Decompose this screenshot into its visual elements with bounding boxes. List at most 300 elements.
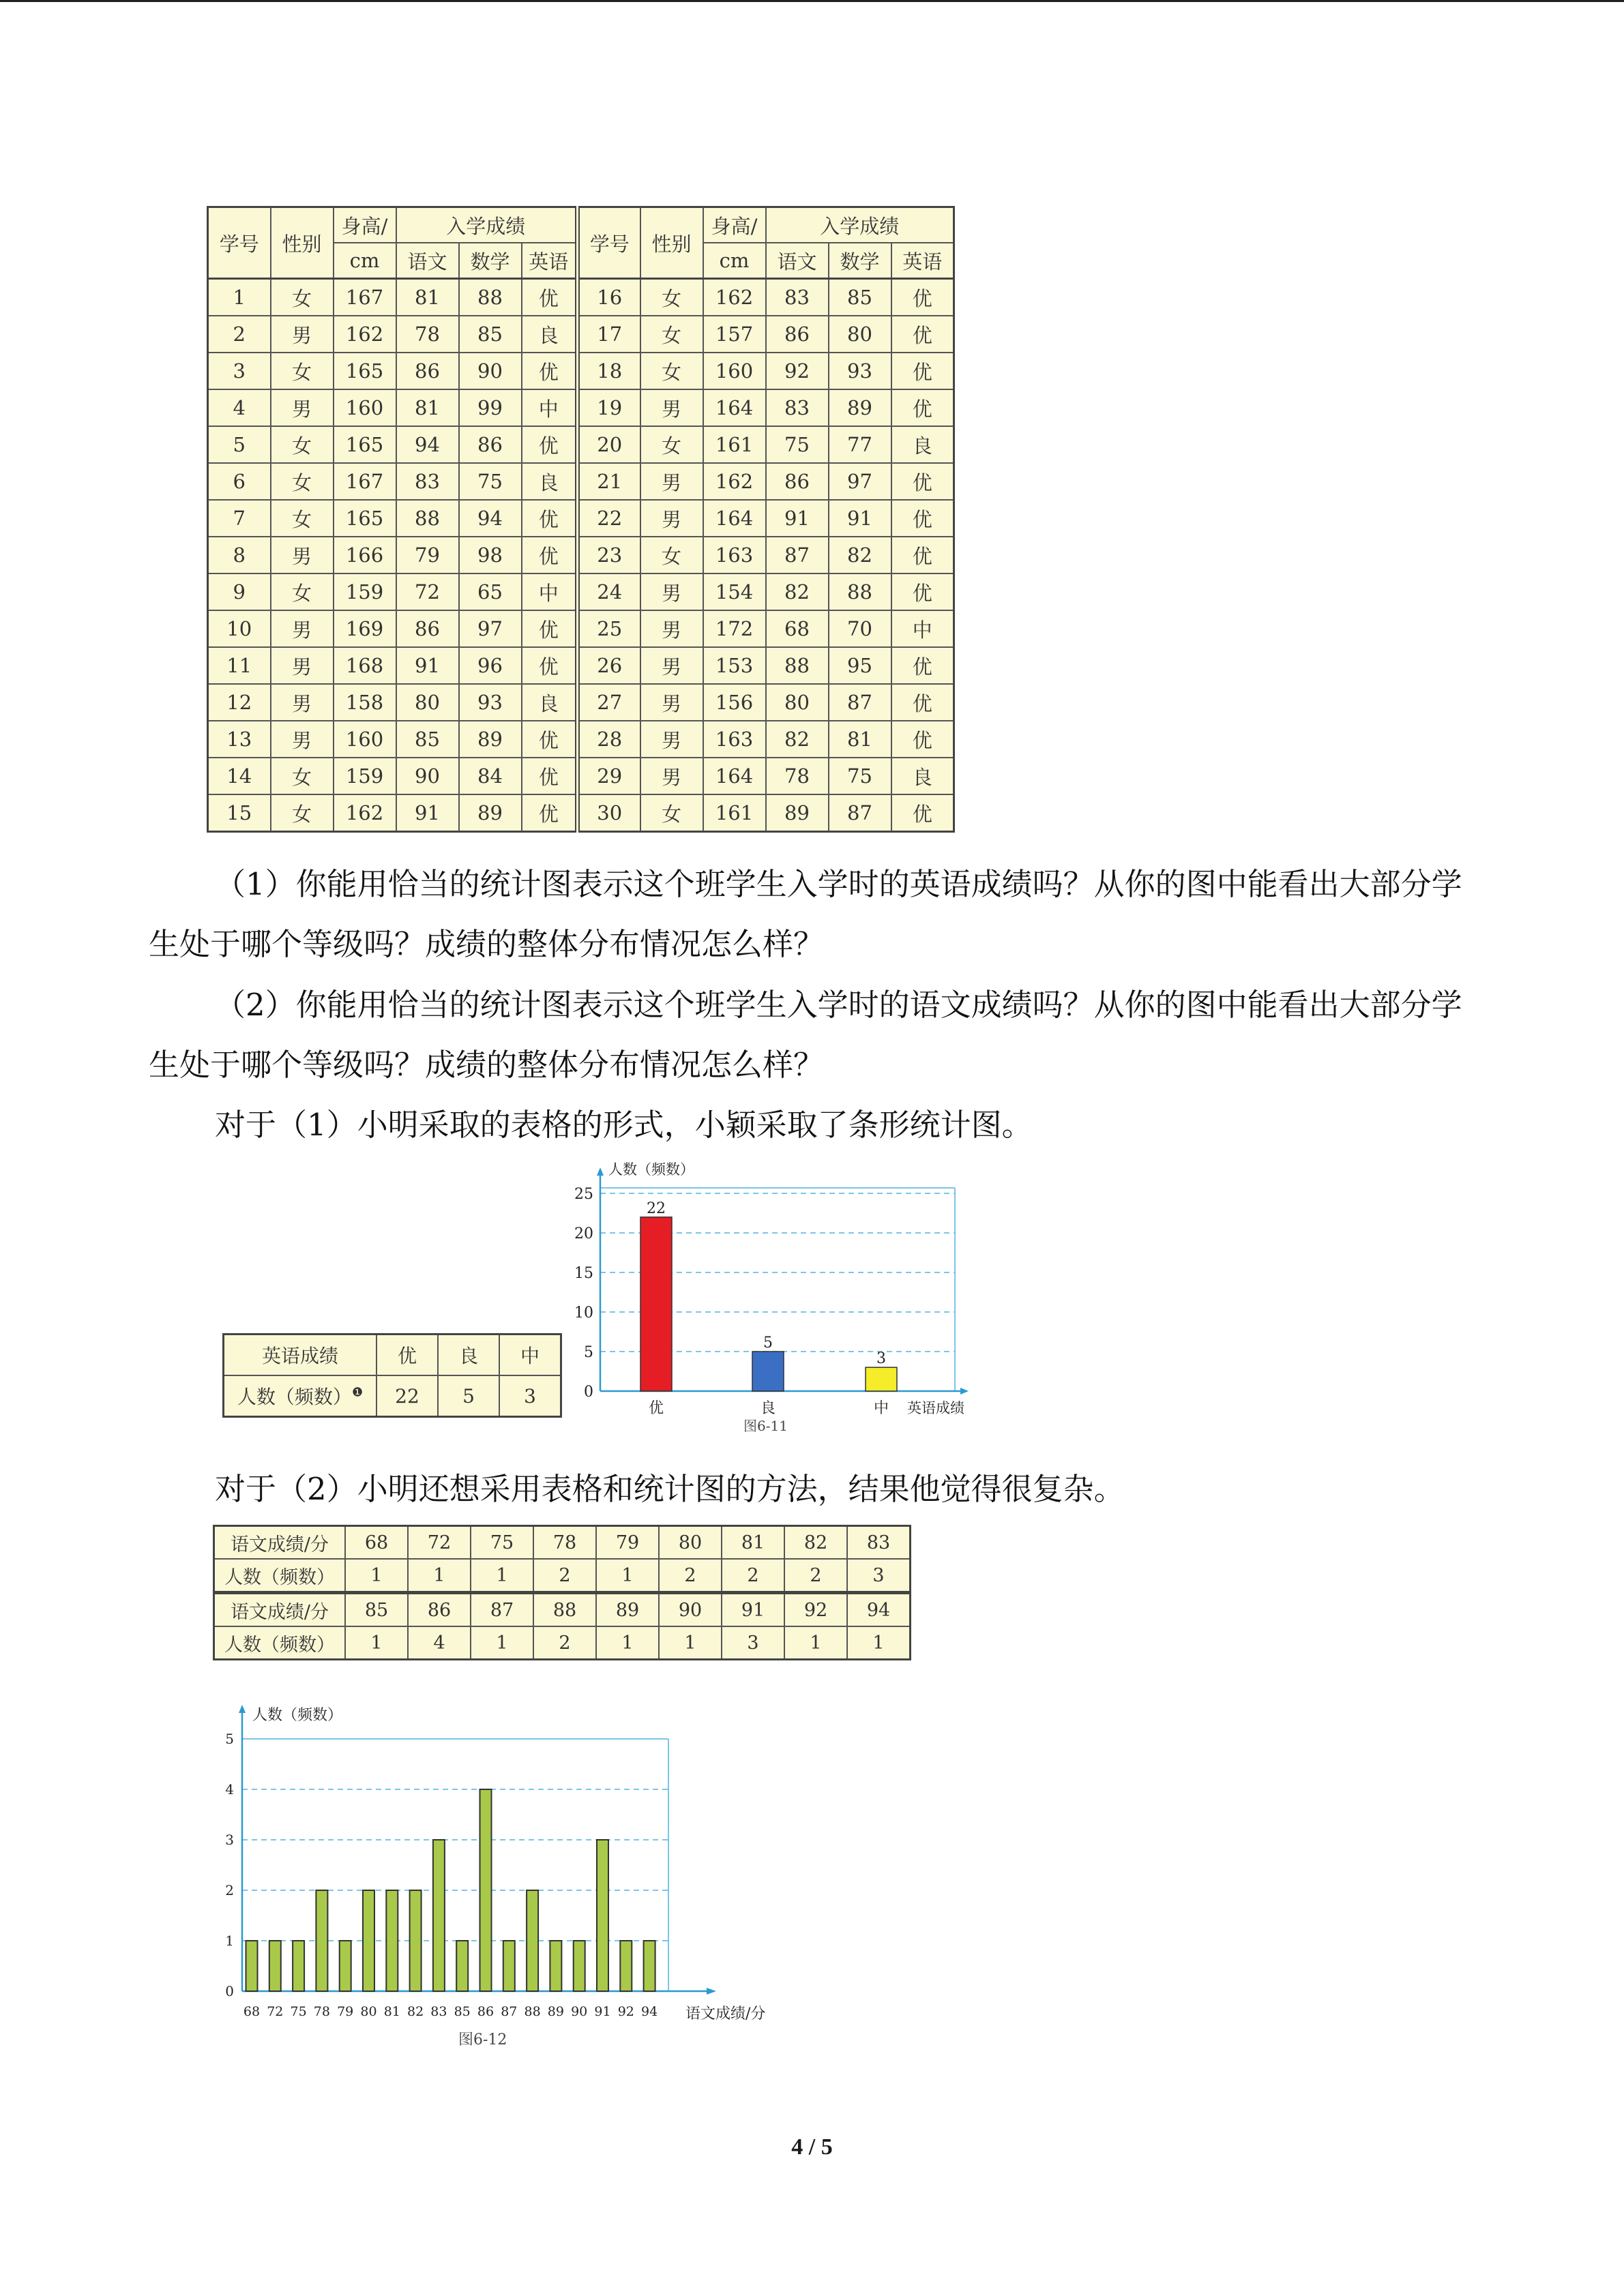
x-tick-label: 81 — [383, 2004, 400, 2019]
x-tick-label: 94 — [641, 2004, 658, 2019]
english-grade-cell: 良 — [438, 1335, 499, 1376]
y-tick-label: 5 — [225, 1731, 234, 1747]
table-cell: 82 — [766, 721, 829, 758]
header-height: 身高/ — [703, 207, 766, 243]
table-cell: 9 — [208, 573, 271, 610]
table-cell: 159 — [334, 758, 396, 794]
table-cell: 84 — [459, 758, 522, 794]
table-cell: 2 — [722, 1559, 784, 1592]
table-cell: 75 — [766, 426, 829, 463]
table-cell: 97 — [829, 463, 891, 500]
y-axis-label: 人数（频数） — [608, 1161, 694, 1178]
header-scores-group: 入学成绩 — [396, 207, 578, 243]
table-cell: 93 — [829, 353, 891, 389]
table-row — [208, 610, 954, 647]
y-tick-label: 1 — [225, 1933, 234, 1949]
student-table-body — [208, 279, 954, 832]
chinese-score-bar-chart — [211, 1698, 798, 2053]
y-axis-arrow — [239, 1705, 246, 1713]
table-cell: 23 — [578, 537, 640, 573]
header-gender: 性别 — [640, 207, 703, 279]
table-row — [208, 684, 954, 721]
footnote-mark: ❶ — [351, 1385, 364, 1400]
bar — [640, 1217, 672, 1391]
header-chinese: 语文 — [396, 243, 459, 279]
x-tick-label: 92 — [617, 2004, 634, 2019]
y-tick-label: 20 — [574, 1225, 593, 1242]
table-row — [208, 573, 954, 610]
x-tick-label: 83 — [430, 2004, 447, 2019]
table-cell: 女 — [271, 463, 334, 500]
table-cell: 中 — [891, 610, 954, 647]
english-table-count-label: 人数（频数）$^❶$ — [224, 1375, 377, 1417]
table-cell: 18 — [578, 353, 640, 389]
table-cell: 81 — [396, 389, 459, 426]
table-cell: 男 — [271, 389, 334, 426]
table-cell: 75 — [459, 463, 522, 500]
y-tick-label: 0 — [584, 1384, 593, 1401]
bar — [410, 1890, 422, 1991]
table-cell: 男 — [271, 316, 334, 353]
table-cell: 89 — [459, 721, 522, 758]
table-cell: 优 — [891, 316, 954, 353]
table-cell: 75 — [471, 1526, 533, 1560]
table-cell: 女 — [640, 537, 703, 573]
table-cell: 88 — [829, 573, 891, 610]
table-cell: 优 — [891, 500, 954, 537]
x-tick-label: 72 — [267, 2004, 284, 2019]
table-cell: 良 — [891, 426, 954, 463]
x-tick-label: 90 — [571, 2004, 588, 2019]
x-tick-label: 82 — [407, 2004, 424, 2019]
table-cell: 男 — [640, 500, 703, 537]
x-axis-label: 语文成绩/分 — [685, 2006, 766, 2023]
table-cell: 男 — [640, 758, 703, 794]
table-cell: 11 — [208, 647, 271, 684]
x-tick-label: 85 — [454, 2004, 471, 2019]
table-cell: 15 — [208, 794, 271, 832]
y-tick-label: 2 — [225, 1882, 234, 1898]
header-gender: 性别 — [271, 207, 334, 279]
header-math: 数学 — [459, 243, 522, 279]
x-tick-label: 79 — [337, 2004, 354, 2019]
table-cell: 2 — [659, 1559, 722, 1592]
table-cell: 女 — [640, 316, 703, 353]
table-cell: 86 — [396, 610, 459, 647]
header-english: 英语 — [522, 243, 578, 279]
x-axis-label: 英语成绩 — [907, 1400, 964, 1416]
table-cell: 68 — [345, 1526, 408, 1560]
table-cell: 164 — [703, 500, 766, 537]
table-cell: 163 — [703, 721, 766, 758]
table-cell: 93 — [459, 684, 522, 721]
table-cell: 86 — [459, 426, 522, 463]
data-label: 22 — [647, 1199, 666, 1217]
table-cell: 16 — [578, 279, 640, 316]
table-cell: 女 — [271, 353, 334, 389]
table-cell: 167 — [334, 279, 396, 316]
table-cell: 优 — [522, 500, 578, 537]
table-cell: 29 — [578, 758, 640, 794]
chinese-table-count-label: 人数（频数） — [214, 1626, 346, 1660]
table-cell: 68 — [766, 610, 829, 647]
table-cell: 95 — [829, 647, 891, 684]
y-tick-label: 10 — [574, 1304, 593, 1322]
english-score-bar-chart — [559, 1159, 989, 1432]
table-cell: 10 — [208, 610, 271, 647]
table-cell: 中 — [522, 573, 578, 610]
x-axis-arrow — [960, 1388, 969, 1395]
y-axis-arrow — [597, 1167, 604, 1176]
table-cell: 86 — [766, 316, 829, 353]
english-score-table — [222, 1333, 562, 1418]
table-cell: 优 — [522, 537, 578, 573]
table-cell: 良 — [522, 316, 578, 353]
table-row — [208, 758, 954, 794]
table-cell: 162 — [703, 463, 766, 500]
table-cell: 女 — [271, 279, 334, 316]
x-tick-label: 89 — [547, 2004, 564, 2019]
table-cell: 24 — [578, 573, 640, 610]
table-cell: 90 — [659, 1594, 722, 1627]
table-cell: 2 — [208, 316, 271, 353]
table-cell: 优 — [522, 610, 578, 647]
table-cell: 81 — [829, 721, 891, 758]
table-cell: 1 — [471, 1559, 533, 1592]
paragraph-english-method: 对于（1）小明采取的表格的形式，小颖采取了条形统计图。 — [215, 1107, 1033, 1143]
chinese-score-table-1 — [213, 1525, 911, 1593]
table-cell: 85 — [829, 279, 891, 316]
table-cell: 77 — [829, 426, 891, 463]
table-cell: 83 — [766, 389, 829, 426]
table-cell: 160 — [703, 353, 766, 389]
table-cell: 81 — [722, 1526, 784, 1560]
table-cell: 女 — [271, 794, 334, 832]
table-cell: 1 — [596, 1559, 659, 1592]
table-cell: 女 — [271, 573, 334, 610]
bar — [866, 1367, 897, 1391]
bar — [480, 1789, 492, 1991]
chinese-score-table-2 — [213, 1592, 911, 1660]
table-row — [208, 500, 954, 537]
table-cell: 99 — [459, 389, 522, 426]
x-tick-label: 87 — [501, 2004, 518, 2019]
chinese-table-count-label: 人数（频数） — [214, 1559, 346, 1592]
table-cell: 88 — [396, 500, 459, 537]
table-cell: 94 — [459, 500, 522, 537]
table-cell: 82 — [766, 573, 829, 610]
table-cell: 94 — [396, 426, 459, 463]
table-cell: 优 — [522, 279, 578, 316]
table-cell: 男 — [640, 647, 703, 684]
table-cell: 83 — [766, 279, 829, 316]
table-cell: 26 — [578, 647, 640, 684]
table-cell: 72 — [396, 573, 459, 610]
table-cell: 女 — [271, 758, 334, 794]
table-cell: 30 — [578, 794, 640, 832]
table-cell: 162 — [334, 316, 396, 353]
table-cell: 22 — [578, 500, 640, 537]
table-cell: 优 — [891, 647, 954, 684]
table-cell: 78 — [766, 758, 829, 794]
table-cell: 161 — [703, 426, 766, 463]
x-tick-label: 75 — [290, 2004, 307, 2019]
x-axis-arrow — [707, 1988, 716, 1995]
table-cell: 165 — [334, 426, 396, 463]
table-cell: 男 — [271, 721, 334, 758]
table-cell: 优 — [522, 721, 578, 758]
top-border — [0, 0, 1624, 2]
table-cell: 优 — [522, 794, 578, 832]
english-table-header-label: 英语成绩 — [224, 1335, 377, 1376]
table-cell: 161 — [703, 794, 766, 832]
table-cell: 86 — [408, 1594, 471, 1627]
bar — [316, 1890, 327, 1991]
bar — [503, 1941, 515, 1991]
table-cell: 162 — [334, 794, 396, 832]
table-cell: 92 — [766, 353, 829, 389]
table-cell: 78 — [533, 1526, 596, 1560]
table-cell: 153 — [703, 647, 766, 684]
table-cell: 97 — [459, 610, 522, 647]
data-label: 5 — [763, 1335, 773, 1352]
table-cell: 79 — [396, 537, 459, 573]
table-cell: 优 — [891, 684, 954, 721]
figure-caption: 图6-11 — [743, 1418, 788, 1432]
table-row — [208, 353, 954, 389]
table-cell: 90 — [396, 758, 459, 794]
table-cell: 女 — [271, 426, 334, 463]
x-tick-label: 86 — [477, 2004, 494, 2019]
table-cell: 21 — [578, 463, 640, 500]
bar — [574, 1941, 585, 1991]
table-cell: 160 — [334, 721, 396, 758]
header-scores-group: 入学成绩 — [766, 207, 954, 243]
table-cell: 96 — [459, 647, 522, 684]
table-cell: 91 — [396, 794, 459, 832]
table-cell: 75 — [829, 758, 891, 794]
bar — [433, 1840, 445, 1991]
table-cell: 17 — [578, 316, 640, 353]
table-cell: 优 — [891, 279, 954, 316]
table-cell: 83 — [847, 1526, 911, 1560]
table-cell: 4 — [208, 389, 271, 426]
table-cell: 88 — [533, 1594, 596, 1627]
table-cell: 优 — [522, 426, 578, 463]
english-grade-cell: 优 — [377, 1335, 438, 1376]
header-id: 学号 — [208, 207, 271, 279]
paragraph-chinese-method: 对于（2）小明还想采用表格和统计图的方法，结果他觉得很复杂。 — [215, 1471, 1125, 1507]
chinese-table-score-label: 语文成绩/分 — [214, 1594, 346, 1627]
bar — [527, 1890, 538, 1991]
table-cell: 158 — [334, 684, 396, 721]
table-cell: 3 — [847, 1559, 911, 1592]
table-cell: 7 — [208, 500, 271, 537]
x-tick-label: 88 — [524, 2004, 541, 2019]
table-cell: 优 — [891, 353, 954, 389]
bar — [456, 1941, 468, 1991]
bar — [363, 1890, 374, 1991]
table-cell: 156 — [703, 684, 766, 721]
table-cell: 6 — [208, 463, 271, 500]
table-cell: 中 — [522, 389, 578, 426]
table-cell: 2 — [784, 1559, 847, 1592]
table-cell: 91 — [829, 500, 891, 537]
x-tick-label: 良 — [760, 1400, 776, 1417]
y-tick-label: 0 — [225, 1983, 234, 1999]
table-cell: 87 — [829, 794, 891, 832]
table-cell: 5 — [208, 426, 271, 463]
x-tick-label: 中 — [873, 1400, 889, 1417]
x-tick-label: 91 — [594, 2004, 611, 2019]
bar — [752, 1352, 784, 1391]
y-tick-label: 5 — [584, 1344, 593, 1361]
table-cell: 89 — [766, 794, 829, 832]
table-cell: 优 — [522, 758, 578, 794]
bar — [620, 1941, 632, 1991]
table-cell: 91 — [766, 500, 829, 537]
chinese-table-score-label: 语文成绩/分 — [214, 1526, 346, 1560]
bar — [386, 1890, 398, 1991]
table-cell: 27 — [578, 684, 640, 721]
table-cell: 89 — [459, 794, 522, 832]
table-cell: 164 — [703, 758, 766, 794]
table-cell: 3 — [722, 1626, 784, 1660]
bar — [269, 1941, 281, 1991]
english-count-cell: 5 — [438, 1375, 499, 1417]
table-row — [208, 463, 954, 500]
table-row — [208, 794, 954, 832]
table-cell: 80 — [659, 1526, 722, 1560]
header-height-unit: cm — [334, 243, 396, 279]
table-cell: 80 — [829, 316, 891, 353]
table-cell: 男 — [640, 573, 703, 610]
table-cell: 154 — [703, 573, 766, 610]
table-cell: 82 — [829, 537, 891, 573]
x-tick-label: 80 — [360, 2004, 377, 2019]
table-cell: 92 — [784, 1594, 847, 1627]
table-cell: 28 — [578, 721, 640, 758]
table-cell: 88 — [766, 647, 829, 684]
table-cell: 168 — [334, 647, 396, 684]
table-cell: 72 — [408, 1526, 471, 1560]
table-cell: 2 — [533, 1626, 596, 1660]
x-tick-label: 68 — [243, 2004, 261, 2019]
y-tick-label: 4 — [225, 1781, 234, 1798]
header-height: 身高/ — [334, 207, 396, 243]
table-row — [208, 647, 954, 684]
table-row — [208, 389, 954, 426]
table-cell: 86 — [766, 463, 829, 500]
table-cell: 女 — [271, 500, 334, 537]
table-cell: 1 — [847, 1626, 911, 1660]
table-cell: 160 — [334, 389, 396, 426]
table-cell: 3 — [208, 353, 271, 389]
data-label: 3 — [876, 1350, 886, 1368]
english-count-cell: 3 — [499, 1375, 561, 1417]
table-cell: 男 — [640, 463, 703, 500]
table-cell: 1 — [345, 1559, 408, 1592]
header-height-unit: cm — [703, 243, 766, 279]
table-cell: 159 — [334, 573, 396, 610]
table-cell: 157 — [703, 316, 766, 353]
table-cell: 25 — [578, 610, 640, 647]
table-cell: 87 — [766, 537, 829, 573]
question-2-text: （2）你能用恰当的统计图表示这个班学生入学时的语文成绩吗？从你的图中能看出大部分学生处于哪个等级吗？成绩的整体分布情况怎么样？ — [149, 987, 1462, 1083]
table-cell: 80 — [396, 684, 459, 721]
y-axis-label: 人数（频数） — [252, 1707, 343, 1724]
table-cell: 169 — [334, 610, 396, 647]
table-cell: 1 — [208, 279, 271, 316]
bar — [340, 1941, 351, 1991]
table-cell: 85 — [459, 316, 522, 353]
table-cell: 1 — [408, 1559, 471, 1592]
table-cell: 88 — [459, 279, 522, 316]
table-cell: 91 — [722, 1594, 784, 1627]
table-cell: 4 — [408, 1626, 471, 1660]
table-cell: 81 — [396, 279, 459, 316]
table-cell: 女 — [640, 794, 703, 832]
table-cell: 65 — [459, 573, 522, 610]
table-cell: 164 — [703, 389, 766, 426]
table-cell: 2 — [533, 1559, 596, 1592]
bar — [644, 1941, 655, 1991]
page-number: 4 / 5 — [791, 2134, 833, 2160]
table-cell: 79 — [596, 1526, 659, 1560]
table-cell: 91 — [396, 647, 459, 684]
table-cell: 12 — [208, 684, 271, 721]
table-cell: 172 — [703, 610, 766, 647]
table-cell: 19 — [578, 389, 640, 426]
table-row — [208, 537, 954, 573]
y-tick-label: 3 — [225, 1832, 234, 1848]
table-cell: 男 — [640, 389, 703, 426]
table-cell: 98 — [459, 537, 522, 573]
table-cell: 男 — [271, 610, 334, 647]
table-cell: 良 — [522, 463, 578, 500]
table-cell: 优 — [891, 389, 954, 426]
table-cell: 86 — [396, 353, 459, 389]
figure-caption: 图6-12 — [458, 2031, 507, 2048]
header-chinese: 语文 — [766, 243, 829, 279]
table-cell: 优 — [522, 353, 578, 389]
table-cell: 89 — [596, 1594, 659, 1627]
table-cell: 男 — [640, 610, 703, 647]
table-cell: 166 — [334, 537, 396, 573]
table-cell: 良 — [522, 684, 578, 721]
table-cell: 80 — [766, 684, 829, 721]
table-cell: 90 — [459, 353, 522, 389]
table-cell: 1 — [659, 1626, 722, 1660]
question-1-text: （1）你能用恰当的统计图表示这个班学生入学时的英语成绩吗？从你的图中能看出大部分学生处于哪个等级吗？成绩的整体分布情况怎么样？ — [149, 866, 1462, 962]
table-cell: 1 — [784, 1626, 847, 1660]
bar — [550, 1941, 561, 1991]
english-count-cell: 22 — [377, 1375, 438, 1417]
bar — [597, 1840, 608, 1991]
table-cell: 优 — [891, 794, 954, 832]
table-cell: 20 — [578, 426, 640, 463]
table-cell: 82 — [784, 1526, 847, 1560]
table-cell: 14 — [208, 758, 271, 794]
header-english: 英语 — [891, 243, 954, 279]
table-cell: 优 — [891, 463, 954, 500]
table-cell: 167 — [334, 463, 396, 500]
table-cell: 163 — [703, 537, 766, 573]
table-cell: 优 — [522, 647, 578, 684]
y-tick-label: 25 — [574, 1186, 593, 1203]
table-row — [208, 721, 954, 758]
english-grade-cell: 中 — [499, 1335, 561, 1376]
